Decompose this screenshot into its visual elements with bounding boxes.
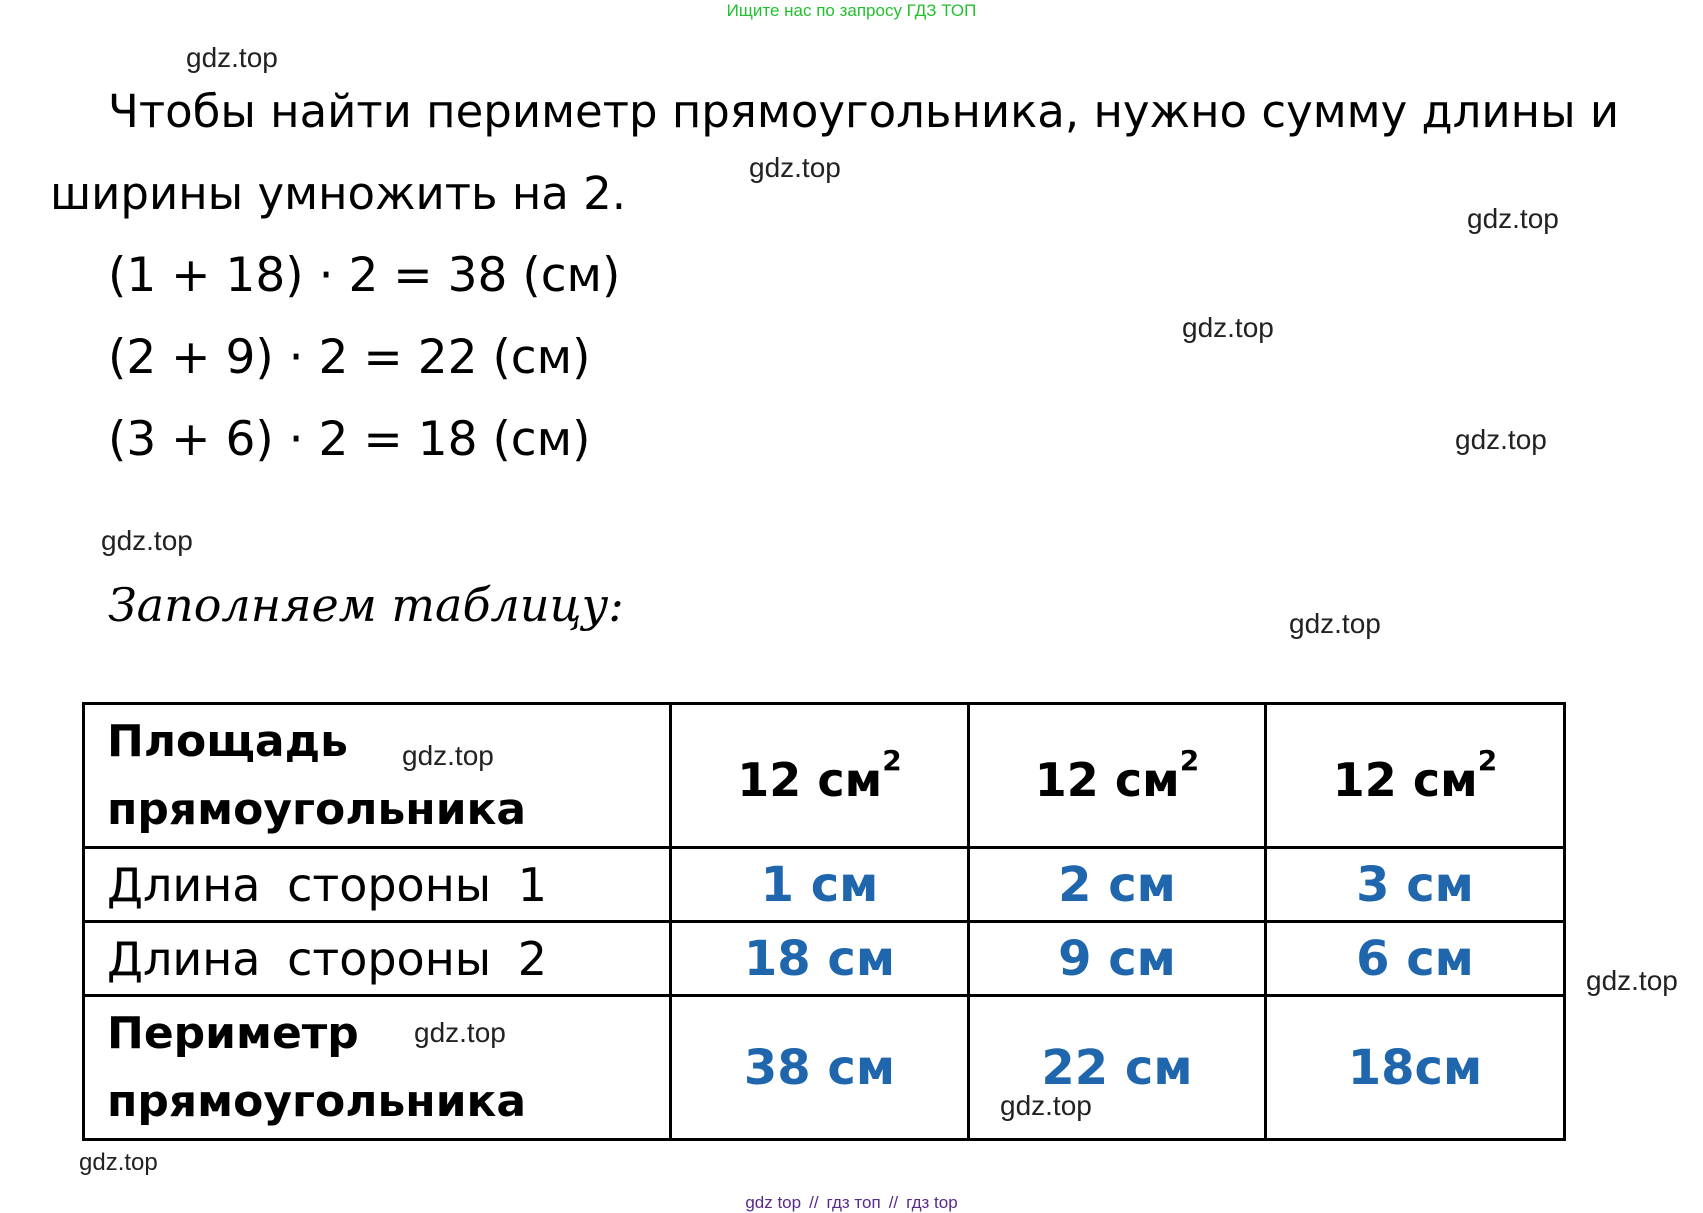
watermark: gdz.top: [1455, 424, 1547, 455]
watermark: gdz.top: [1182, 312, 1274, 343]
results-table: [82, 702, 1566, 1141]
table-row-area: [84, 704, 1565, 848]
bottom-link-3[interactable]: гдз top: [906, 1193, 958, 1212]
side2-value-1: 18 см: [671, 922, 969, 996]
side1-label: Длина стороны 1: [84, 848, 671, 922]
side1-value-3: 3 см: [1266, 848, 1565, 922]
area-label-line-2: прямоугольника: [107, 783, 527, 835]
bottom-link-2[interactable]: гдз топ: [826, 1193, 881, 1212]
link-separator: //: [809, 1193, 819, 1212]
paragraph-line-1: Чтобы найти периметр прямоугольника, нужно сумму длины и: [108, 85, 1620, 138]
area-label-cell: [84, 704, 671, 848]
side1-value-2: 2 см: [969, 848, 1266, 922]
watermark: gdz.top: [186, 42, 278, 73]
link-separator: //: [888, 1193, 899, 1212]
top-banner: Ищите нас по запросу ГДЗ ТОП: [726, 1, 977, 20]
side2-value-3: 6 см: [1266, 922, 1565, 996]
perimeter-value-2: 22 см: [969, 996, 1266, 1140]
area-value-1: 12 $см^2$: [671, 704, 969, 848]
watermark: gdz.top: [1467, 203, 1559, 234]
area-value-2: 12 $см^2$: [969, 704, 1266, 848]
paragraph-line-2: ширины умножить на 2.: [50, 167, 627, 220]
table-row-side-1: [84, 848, 1565, 922]
watermark: gdz.top: [749, 152, 841, 183]
side2-value-2: 9 см: [969, 922, 1266, 996]
watermark: gdz.top: [414, 1017, 506, 1048]
watermark: gdz.top: [1586, 965, 1678, 996]
equation-1: (1 + 18) · 2 = 38 (см): [108, 248, 621, 303]
watermark: gdz.top: [1000, 1090, 1092, 1121]
area-value-3: 12 $см^2$: [1266, 704, 1565, 848]
bottom-link-1[interactable]: gdz top: [745, 1193, 802, 1212]
side1-value-1: 1 см: [671, 848, 969, 922]
perimeter-value-1: 38 см: [671, 996, 969, 1140]
perimeter-label-line-1: Периметр: [107, 1007, 359, 1059]
watermark: gdz.top: [79, 1149, 158, 1176]
bottom-links: [0, 1193, 1703, 1213]
perimeter-value-3: 18см: [1266, 996, 1565, 1140]
watermark: gdz.top: [101, 525, 193, 556]
watermark: gdz.top: [402, 740, 494, 771]
equation-2: (2 + 9) · 2 = 22 (см): [108, 330, 591, 385]
perimeter-label-cell: [84, 996, 671, 1140]
equation-3: (3 + 6) · 2 = 18 (см): [108, 412, 591, 467]
fill-table-heading: Заполняем таблицу:: [108, 578, 624, 632]
watermark: gdz.top: [1289, 608, 1381, 639]
table-row-side-2: [84, 922, 1565, 996]
area-label-line-1: Площадь: [107, 715, 348, 767]
perimeter-label-line-2: прямоугольника: [107, 1075, 527, 1127]
table-row-perimeter: [84, 996, 1565, 1140]
side2-label: Длина стороны 2: [84, 922, 671, 996]
